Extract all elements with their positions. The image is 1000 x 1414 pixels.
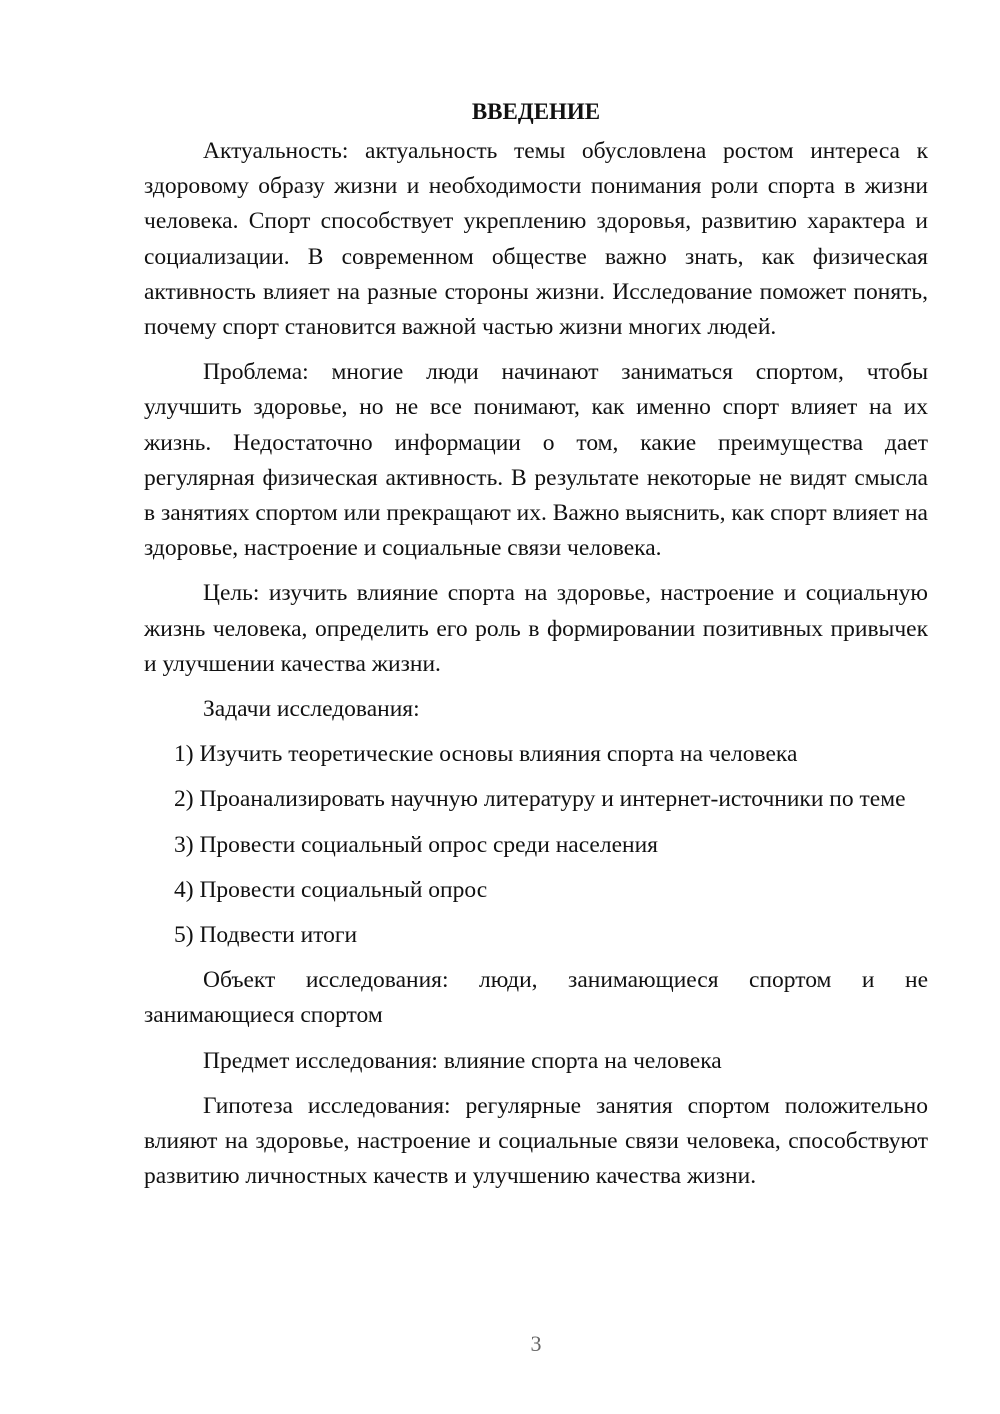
- paragraph-subject: Предмет исследования: влияние спорта на человека: [203, 1047, 722, 1074]
- task-item-4: 4) Провести социальный опрос: [174, 876, 488, 903]
- paragraph-hypothesis: Гипотеза исследования: регулярные занятия спортом положительно влияют на здоровье, настроение и социальные связи человека, способствуют развитию личностных качеств и улучшению качества жизни.: [144, 1092, 928, 1190]
- task-item-2: 2) Проанализировать научную литературу и интернет-источники по теме: [174, 786, 906, 813]
- task-item-1: 1) Изучить теоретические основы влияния спорта на человека: [174, 741, 798, 768]
- paragraph-problem: Проблема: многие люди начинают заниматься спортом, чтобы улучшить здоровье, но не все понимают, как именно спорт влияет на их жизнь. Недостаточно информации о том, какие преимущества дает регулярная физическая активность. В результате некоторые не видят смысла в занятиях спортом или прекращают их. Важно выяснить, как спорт влияет на здоровье, настроение и социальные связи человека.: [144, 359, 928, 562]
- task-item-3: 3) Провести социальный опрос среди населения: [174, 831, 658, 858]
- paragraph-object: Объект исследования: люди, занимающиеся спортом и не занимающиеся спортом: [144, 967, 928, 1029]
- task-item-5: 5) Подвести итоги: [174, 922, 358, 949]
- paragraph-relevance: Актуальность: актуальность темы обусловлена ростом интереса к здоровому образу жизни и необходимости понимания роли спорта в жизни человека. Спорт способствует укреплению здоровья, развитию характера и социализации. В современном обществе важно знать, как физическая активность влияет на разные стороны жизни. Исследование поможет понять, почему спорт становится важной частью жизни многих людей.: [144, 138, 928, 341]
- page-title: ВВЕДЕНИЕ: [471, 99, 601, 124]
- page-content: [144, 92, 928, 1204]
- paragraph-tasks-heading: Задачи исследования:: [203, 696, 420, 723]
- page-number: 3: [530, 1331, 542, 1356]
- paragraph-goal: Цель: изучить влияние спорта на здоровье, настроение и социальную жизнь человека, определить его роль в формировании позитивных привычек и улучшении качества жизни.: [144, 580, 928, 677]
